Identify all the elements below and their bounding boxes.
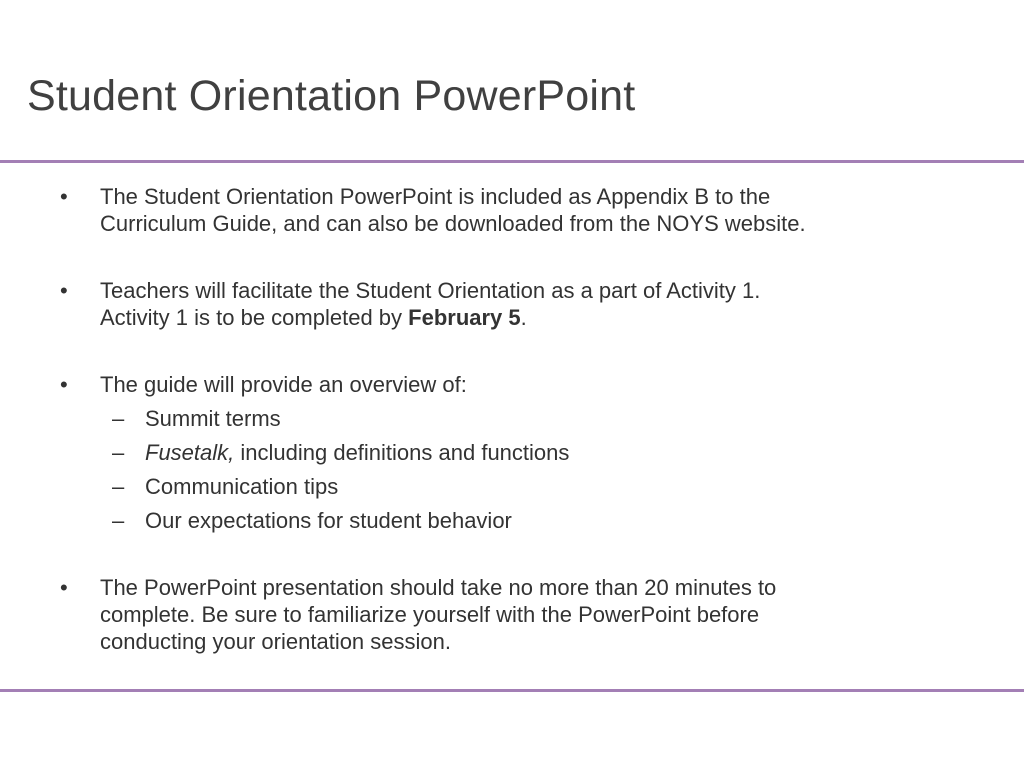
slide-content xyxy=(60,183,960,655)
bullet-icon: • xyxy=(60,184,68,209)
sub-item-fusetalk xyxy=(60,439,960,466)
sub-item-italic-text: Fusetalk, xyxy=(145,440,235,465)
bullet-icon: • xyxy=(60,575,68,600)
bullet-item-activity xyxy=(60,277,960,331)
bullet-text-line xyxy=(100,304,960,331)
sub-item-summit-terms xyxy=(60,405,960,432)
bullet-text: Activity 1 is to be completed by xyxy=(100,305,409,330)
bullet-text-line: The Student Orientation PowerPoint is included as Appendix B to the xyxy=(100,184,771,209)
bullet-text: . xyxy=(520,305,527,330)
slide-title: Student Orientation PowerPoint xyxy=(27,72,636,120)
bullet-icon: • xyxy=(60,278,68,303)
dash-icon: – xyxy=(112,474,125,499)
bullet-text-line: The guide will provide an overview of: xyxy=(100,372,467,397)
bullet-text-line: Curriculum Guide, and can also be downloaded from the NOYS website. xyxy=(100,211,806,236)
bullet-icon: • xyxy=(60,372,68,397)
bullet-item-duration xyxy=(60,574,960,655)
dash-icon: – xyxy=(112,440,125,465)
sub-item-text: Our expectations for student behavior xyxy=(145,508,512,533)
bottom-divider xyxy=(0,689,1024,692)
bullet-text-line: conducting your orientation session. xyxy=(100,629,451,654)
top-divider xyxy=(0,160,1024,163)
dash-icon: – xyxy=(112,406,125,431)
bullet-item-overview xyxy=(60,371,960,398)
sub-item-text: Communication tips xyxy=(145,474,339,499)
bullet-text-line: The PowerPoint presentation should take no more than 20 minutes to xyxy=(100,575,777,600)
sub-item-communication-tips xyxy=(60,473,960,500)
bullet-text-line: Teachers will facilitate the Student Orientation as a part of Activity 1. xyxy=(100,278,761,303)
sub-item-expectations xyxy=(60,507,960,534)
dash-icon: – xyxy=(112,508,125,533)
bullet-text-line: complete. Be sure to familiarize yourself with the PowerPoint before xyxy=(100,602,760,627)
sub-item-text: including definitions and functions xyxy=(234,440,570,465)
due-date: February 5 xyxy=(408,305,521,330)
sub-item-text: Summit terms xyxy=(145,406,281,431)
bullet-item-appendix xyxy=(60,183,960,237)
